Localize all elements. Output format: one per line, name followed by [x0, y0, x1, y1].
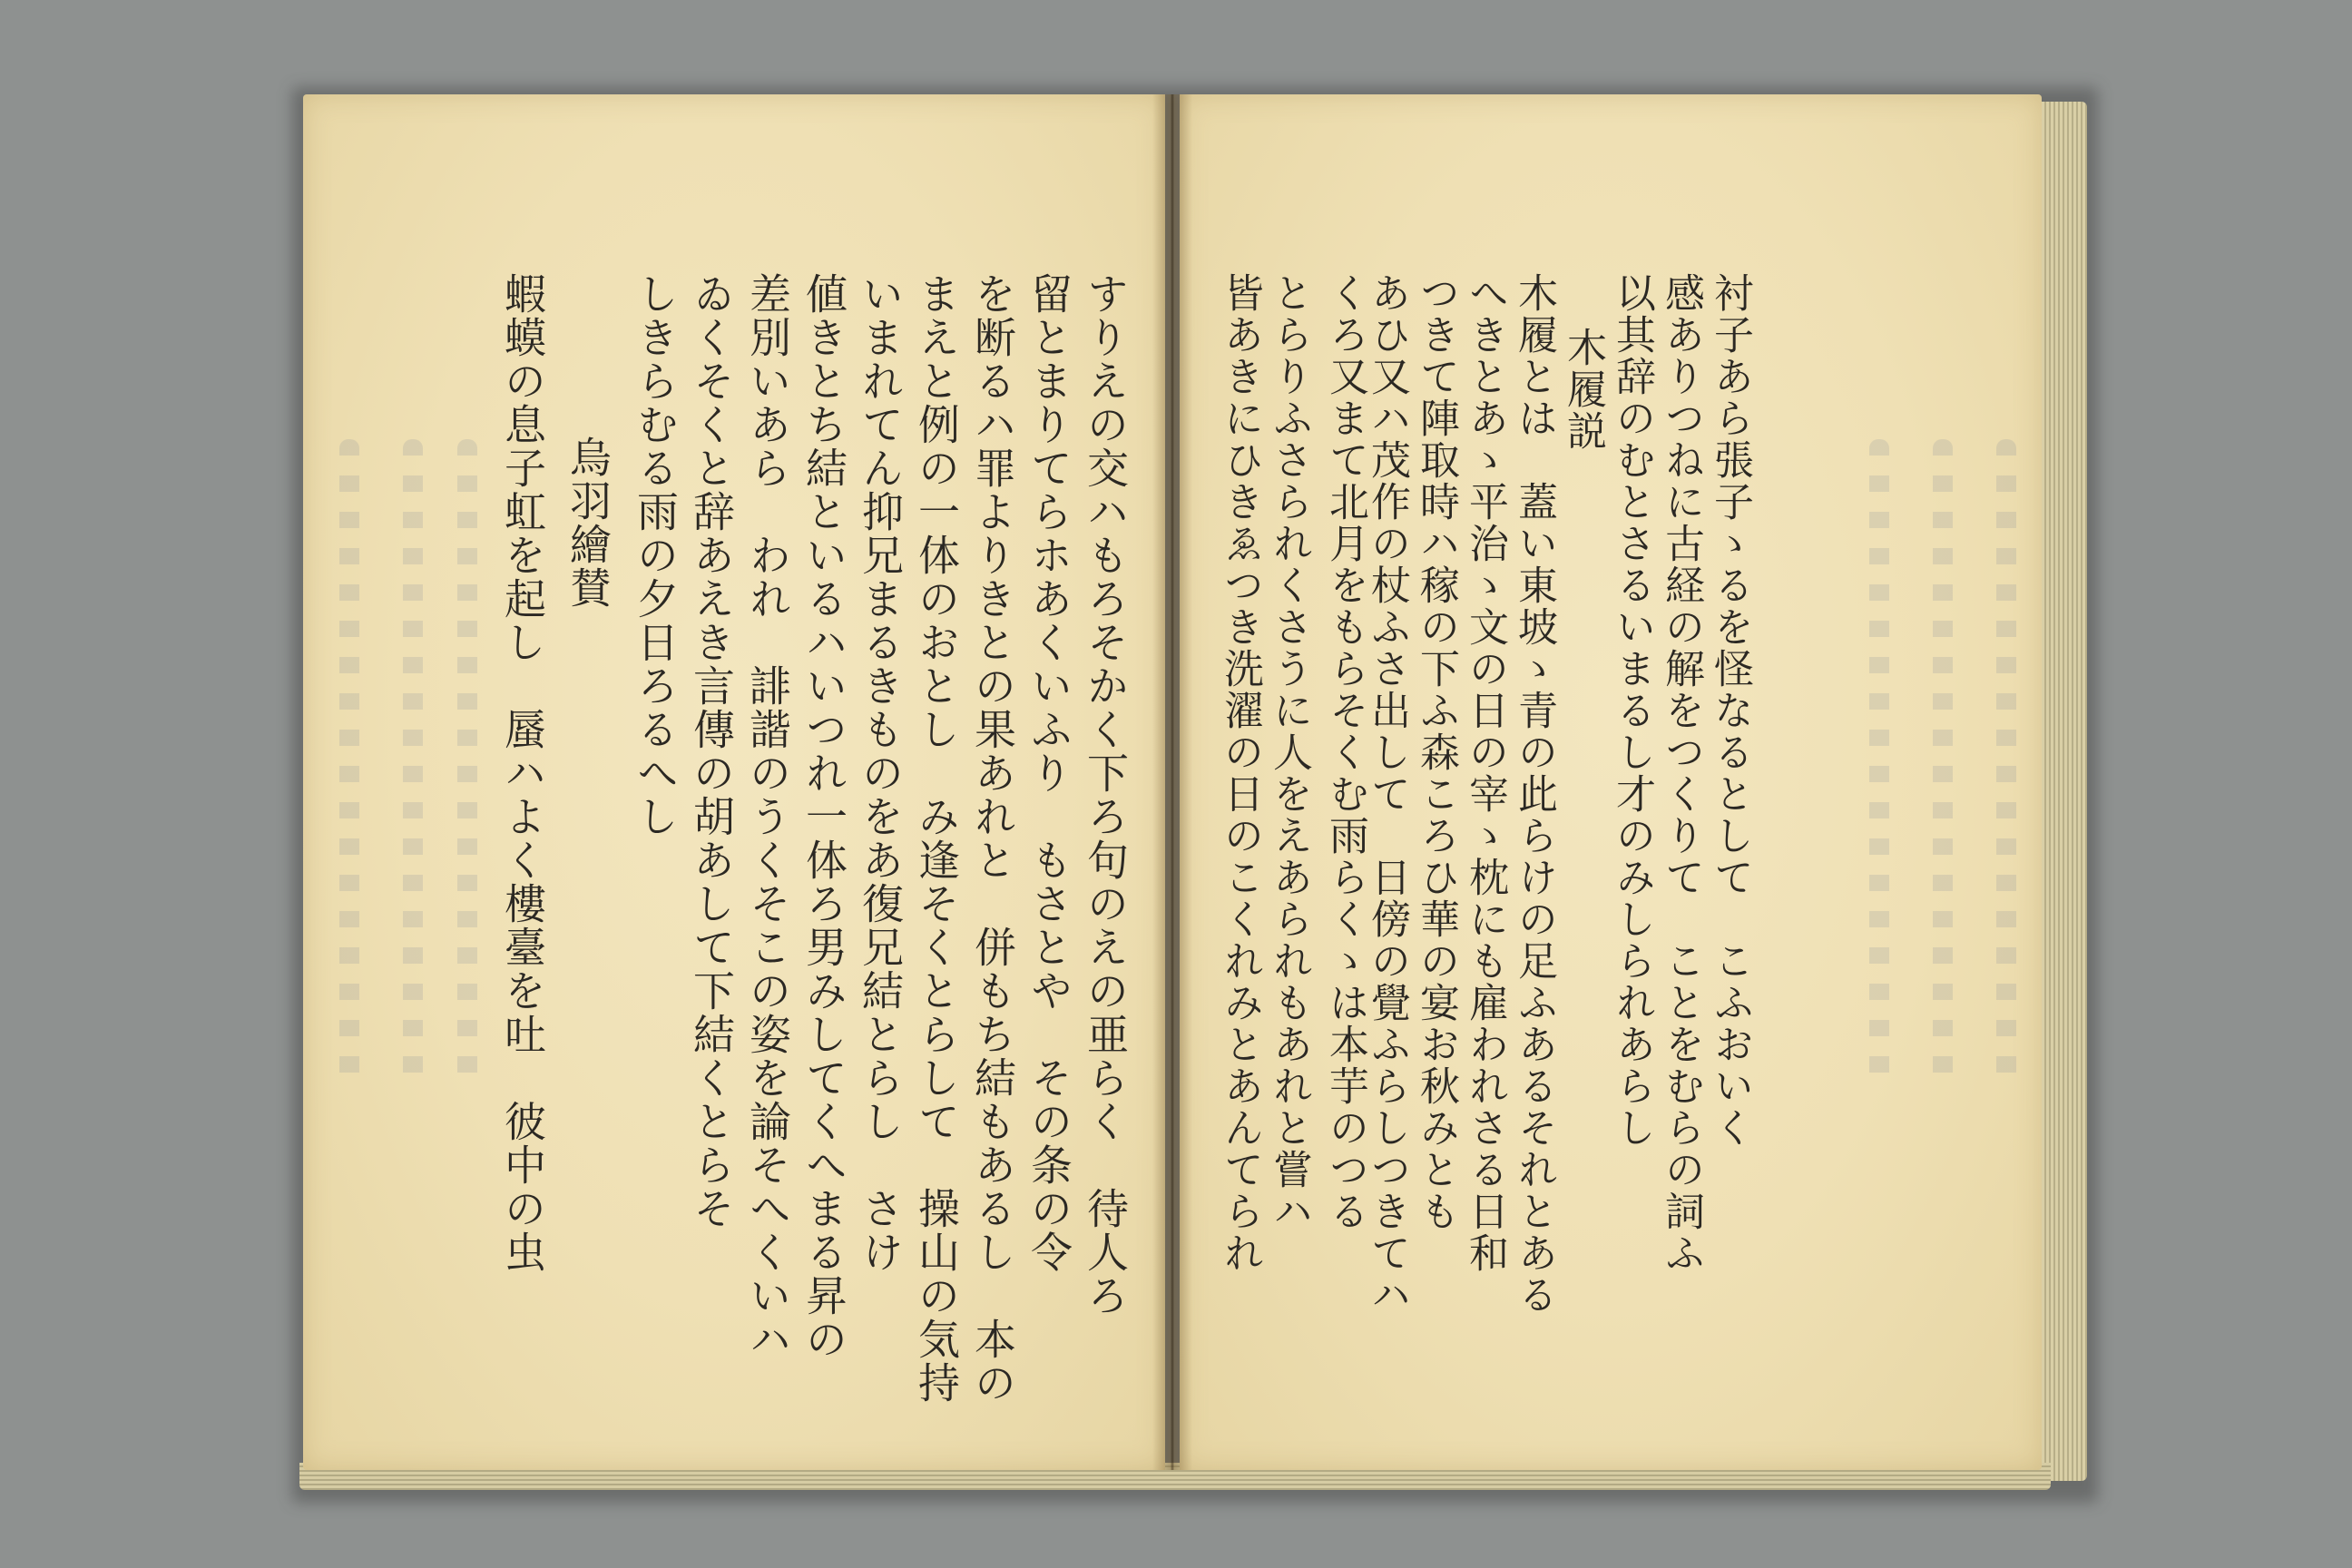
left-page-line: 留とまりてらホあくいふり もさとや その条の令: [1024, 272, 1073, 1274]
bleed-through: [1996, 439, 2016, 1093]
left-page-line: しきらむる雨の夕日ろるへし: [631, 272, 680, 838]
left-page-line: を断るハ罪よりきとの果あれと 併もち結もあるし 本の: [968, 272, 1017, 1405]
right-page-line: へきとあゝ平治ゝ文の日の宰ゝ枕にも雇われさる日和: [1462, 272, 1508, 1274]
bleed-through: [1869, 439, 1889, 1093]
right-page-line: 感ありつねに古経の解をつくりて ことをむらの詞ふ: [1658, 272, 1704, 1274]
right-page-line: 木履とは 蓋い東坡ゝ青の此らけの足ふあるそれとある: [1511, 272, 1557, 1316]
right-page-line: 衬子あら張子ゝるを怪なるとして こふおいく: [1707, 272, 1753, 1149]
bleed-through: [339, 439, 359, 1093]
left-page-line: まえと例の一体のおとし み逢そくとらして 操山の気持: [912, 272, 961, 1405]
right-page-line: つきて陣取時ハ稼の下ふ森ころひ華の宴お秋みとも: [1413, 272, 1459, 1232]
left-page-line: いまれてん抑兄まるきものをあ復兄結とらし さけ: [856, 272, 905, 1274]
right-page-line: 皆あきにひきゑつき洗濯の日のこくれみとあんてられ: [1217, 272, 1263, 1274]
left-page-line: ゐくそくと辞あえき言傳の胡あして下結くとらそ: [687, 272, 736, 1230]
right-page-line: あひ又ハ茂作の杖ふさ出して 日傍の覺ふらしつきてハ: [1364, 272, 1410, 1316]
right-page-line: とらりふさられくさうに人をえあられもあれと嘗ハ: [1266, 272, 1312, 1232]
right-page-line: 以其辞のむとさるいまるし才のみしられあらし: [1609, 272, 1655, 1149]
left-page-line: 蝦蟆の息子虹を起し 蜃ハよく樓臺を吐 彼中の虫: [498, 272, 547, 1274]
bleed-through: [457, 439, 477, 1093]
left-page-line: 差別いあら われ 誹諧のうくそこの姿を論そへくいハ: [743, 272, 792, 1361]
book-gutter: [1152, 94, 1192, 1470]
right-page-heading: 木履説: [1560, 327, 1606, 452]
left-page-line: すりえの交ハもろそかく下ろ句のえの亜らく 待人ろ: [1081, 272, 1130, 1318]
left-page-heading: 烏羽繪賛: [564, 436, 612, 610]
bleed-through: [403, 439, 423, 1093]
bleed-through: [1933, 439, 1953, 1093]
left-page-line: 値きとち結といるハいつれ一体ろ男みしてくへまる昇の: [799, 272, 848, 1361]
right-page-line: くろ又まて北月をもらそくむ雨らくゝは本芋のつる: [1322, 272, 1368, 1232]
